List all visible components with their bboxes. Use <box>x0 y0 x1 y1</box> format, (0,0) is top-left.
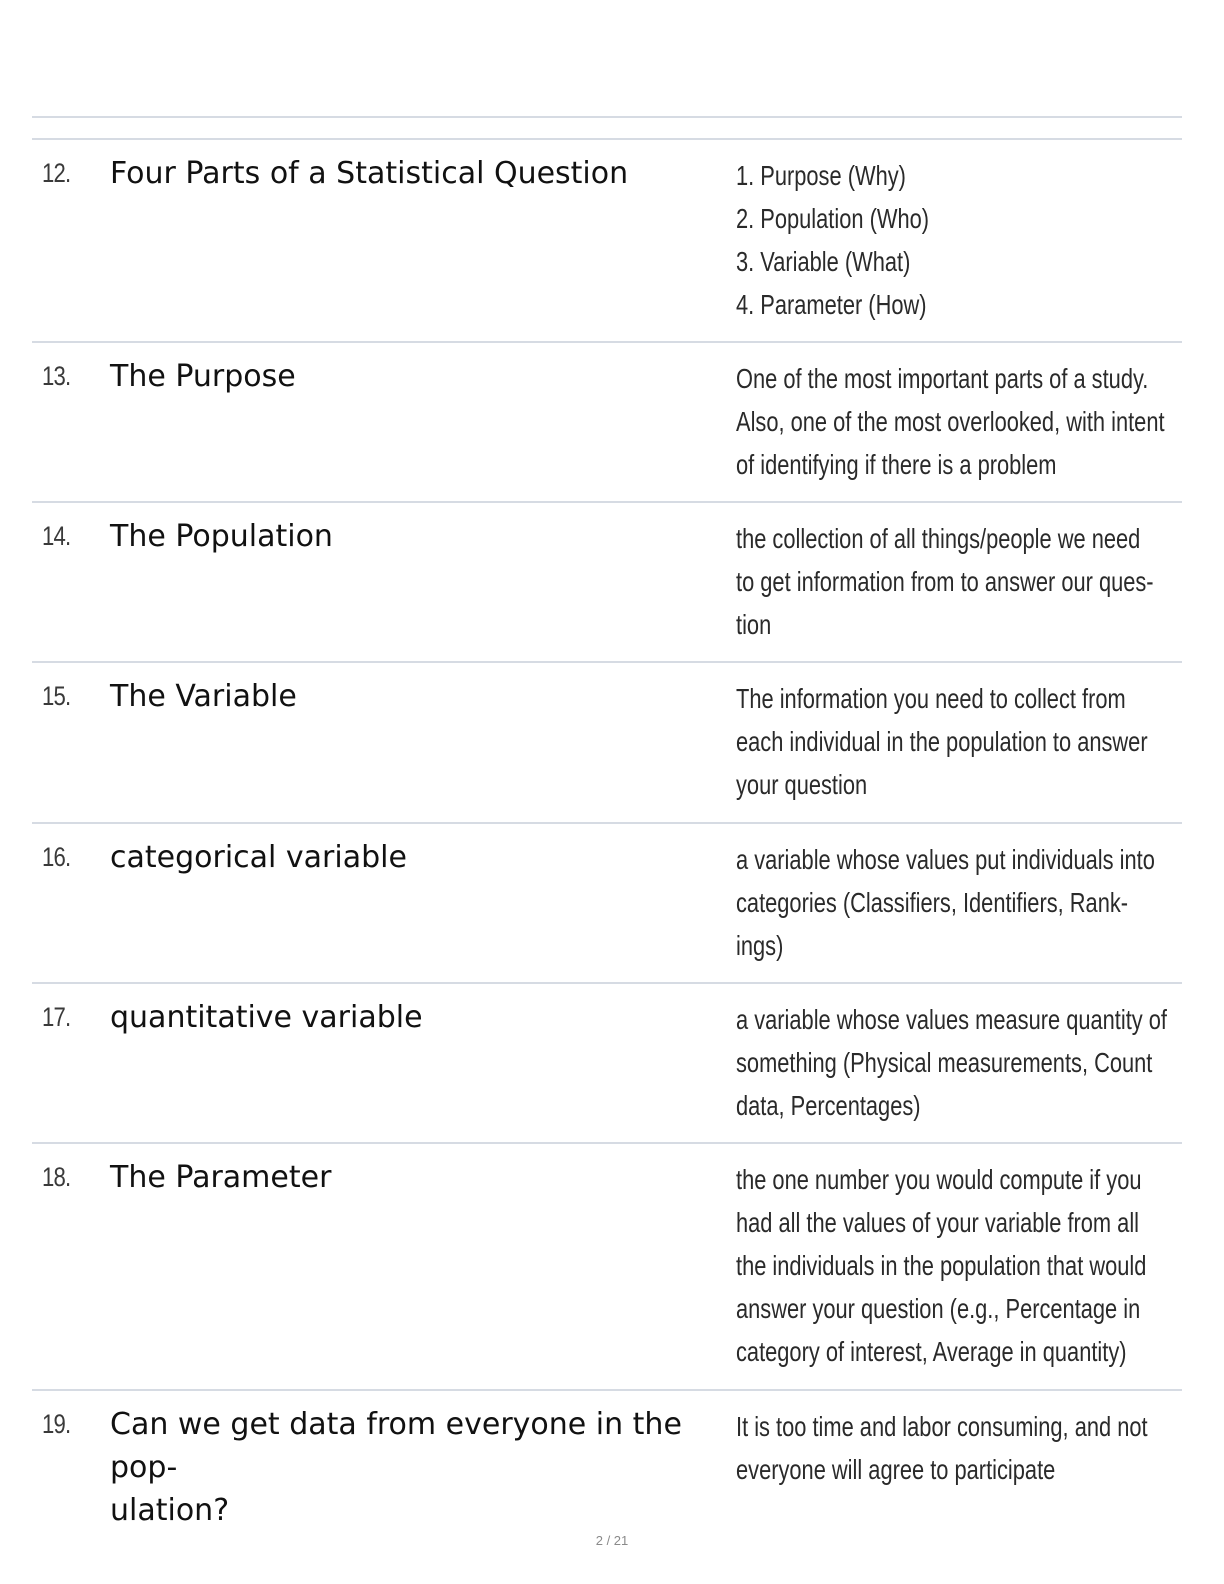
flashcard-row-15 <box>32 663 1182 824</box>
row-number: 18. <box>42 1162 71 1192</box>
definition-text: the collection of all things/people we need to get information from to answer our ques- tion <box>736 523 1154 640</box>
term-text: Four Parts of a Statistical Question <box>110 156 629 191</box>
row-number: 13. <box>42 361 71 391</box>
flashcard-row-12 <box>32 140 1182 343</box>
row-number: 15. <box>42 681 71 711</box>
definition-text: 1. Purpose (Why) 2. Population (Who) 3. Variable (What) 4. Parameter (How) <box>736 160 930 320</box>
term-text: The Variable <box>110 679 297 714</box>
flashcard-row-16 <box>32 824 1182 984</box>
definition-text: One of the most important parts of a study. Also, one of the most overlooked, with intent of identifying if there is a problem <box>736 363 1165 480</box>
term-text <box>110 1403 732 1532</box>
definition-text: the one number you would compute if you had all the values of your variable from all the individuals in the population that would answer your question (e.g., Percentage in category of interest, Average in quantity) <box>736 1164 1147 1367</box>
term-text: The Population <box>110 519 333 554</box>
definition-text: It is too time and labor consuming, and not everyone will agree to participate <box>736 1411 1148 1485</box>
row-number: 19. <box>42 1409 71 1439</box>
row-number: 12. <box>42 158 71 188</box>
flashcard-row-19 <box>32 1391 1182 1528</box>
term-text: categorical variable <box>110 840 407 875</box>
term-text: The Purpose <box>110 359 296 394</box>
term-text: The Parameter <box>110 1160 332 1195</box>
flashcard-row-14 <box>32 503 1182 663</box>
definition-text: a variable whose values put individuals into categories (Classifiers, Identifiers, Rank- ings) <box>736 844 1155 961</box>
page-indicator: 2 / 21 <box>595 1533 629 1548</box>
flashcard-row-17 <box>32 984 1182 1144</box>
term-text: quantitative variable <box>110 1000 423 1035</box>
definition-text: The information you need to collect from each individual in the population to answer your question <box>736 683 1148 800</box>
row-number: 17. <box>42 1002 71 1032</box>
flashcard-row-13 <box>32 343 1182 503</box>
row-number: 14. <box>42 521 71 551</box>
term-line: Can we get data from everyone in the pop- <box>110 1407 682 1485</box>
flashcard-row-18 <box>32 1144 1182 1391</box>
definition-text: a variable whose values measure quantity of something (Physical measurements, Count data, Percentages) <box>736 1004 1167 1121</box>
header-rule-top <box>32 116 1182 118</box>
term-line: ulation? <box>110 1493 230 1528</box>
row-number: 16. <box>42 842 71 872</box>
